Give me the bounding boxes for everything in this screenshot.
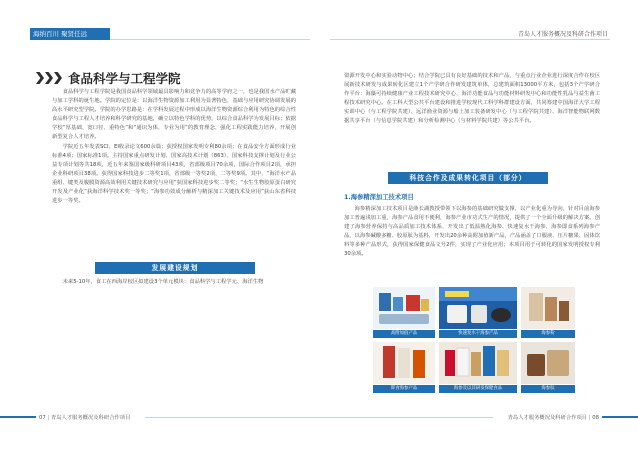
product-photo <box>521 342 575 384</box>
photo-caption: 即食海参产品 <box>373 385 435 393</box>
product-photo <box>373 342 435 384</box>
intro-paragraph: 食品科学与工程学院是我国食品科学领域最具影响力和竞争力的高等学府之一，也是我国水产品贮藏与加工学科的诞生地。学院的定位是：以海洋生物资源加工利用为显著特色，基础与应用研究协调发展的高水平研究型学院。学院的办学思路是：在学科发展过程中形成以海洋生物资源综合利用为特色的综合性食品科学与工程人才培养和科学研究的基地，确立以特色学科的优势，以综合食品科学为发展目标；依据学校“厚基础、宽口径、重特色”和“通识为体，专业为用”的教育理念，强化工程实践能力培养，开展创新型复合人才培养。 <box>52 89 296 141</box>
title-row <box>36 70 181 86</box>
chevron-right-icon <box>36 72 62 84</box>
header-rule-left <box>110 39 310 40</box>
right-column-text <box>344 72 600 127</box>
section-banner-plan: 发展建设规划 <box>95 262 255 274</box>
plan-paragraph: 未来5-10年，食工在西海岸校区拟建设3个单元模块：食品科学与工程学元、海洋生物 <box>62 279 264 285</box>
research-paragraph: 学院近五年发表SCI、EI收录论文600余篇；获授权国家发明专利80余项；在食品安全方面形成行业标准4项；国家标准1项。主持国家重点研发计划、国家高技术计划（863）、国家科技支撑计划及行业公益专项计划等共18项，近五年来鉴国家级科研项目43项，省部级项目70余项，国际合作项目2项，承担企业科研项目38项。获得国家科技进步二等奖1项，省部级一等奖2项，二等奖9项。其中，“海洋水产品重组、键类及腹膜资源高效利用关键技术研究与应用”获国家科技进步奖二等奖；“水生生物胶原蛋白研究开发及产业化”获海洋科学技术奖一等奖；“海参功效成分解析与精深加工关键技术及应用”获山东省科技进步一等奖。 <box>52 143 296 205</box>
section-banner-projects: 科技合作及成果转化项目（部分） <box>388 172 548 184</box>
footer-right: 青岛人才服务概况及科研合作项目 | 08 <box>507 415 599 421</box>
plan-text <box>52 278 296 287</box>
product-photo <box>521 287 575 329</box>
footer-stripe-right <box>602 416 638 418</box>
project-text <box>344 205 600 260</box>
product-photo <box>439 342 517 384</box>
page-number-left: 07 <box>39 415 46 421</box>
page-number-right: 08 <box>592 415 599 421</box>
photo-caption: 高附加值产品 <box>373 330 435 338</box>
header-rule-right <box>330 39 610 40</box>
photo-caption: 海参粉 <box>521 330 575 338</box>
header-left-label: 海纳百川 聚贤任远 <box>33 30 88 38</box>
photo-caption: 快速复水干海参产品 <box>439 330 517 338</box>
photo-caption: 海参及以其研发保健食品 <box>439 385 517 393</box>
footer-rule <box>145 417 493 418</box>
footer-left-label: 青岛人才服务概况及科研合作项目 <box>50 415 131 421</box>
product-photo <box>439 287 517 329</box>
photo-caption: 海参肽 <box>521 385 575 393</box>
page-title: 食品科学与工程学院 <box>68 71 181 86</box>
footer-right-label: 青岛人才服务概况及科研合作项目 <box>507 415 588 421</box>
product-photo <box>373 287 435 329</box>
left-column-text <box>52 88 296 206</box>
footer-stripe-left <box>0 416 36 418</box>
header-right-label: 青岛人才服务概况及科研合作项目 <box>517 31 608 38</box>
footer-left: 07 | 青岛人才服务概况及科研合作项目 <box>39 415 131 421</box>
plan-continued-paragraph: 资源开发中心和实验动物中心；结合学院已具有良好基础的技术和产品，与重点行业企业进行深度合作在校区展新技术研发与成果转化区建立1个产学研合作研发建筑单体，总建筑面积13000平方米，包括3个产学研合作平台：海藻可持续健康产业工程技术研究中心、海洋功能食品与功能材料研发中心和功能性乳品与益生菌工程技术研究中心。在工科大型公共平台建设和推进学校现代工科学科群建设方面，共同筹建中国海洋大学工程实训中心（与工程学院共建）、远洋渔业资源与船上加工装备研发中心（与工程学院共建）、海洋智能物联网数据共享平台（与信息学院共建）和分析检测中心（与材料学院共建）等公共平台。 <box>344 73 600 125</box>
project-heading: 1.海参精深加工技术项目 <box>344 194 414 201</box>
project-paragraph: 海参精深加工技术项目是薛长湖教授带领下以海参的基础研究做支撑，以产业化重为导向，针对目前海参加工普遍浅加工重，海参产品食用不便利，海参产业市功式生产的情况，提供了一个全面升级的解决方案。创建了海参营养保持与高品质加工技术体系，开发出了低温熟化海参、快速复水干海参、海参即食系列海参产品，以海参碱酸多糖、胶原肽为基料，开发出20余种高附加值新产品，产品涵盖了口服液、压片糖果、固体饮料等多种产品形式，获得国家保健食品文号2件，实现了产业化应用；本项目用于可转化的国家发明授权专利30余项。 <box>344 206 600 258</box>
